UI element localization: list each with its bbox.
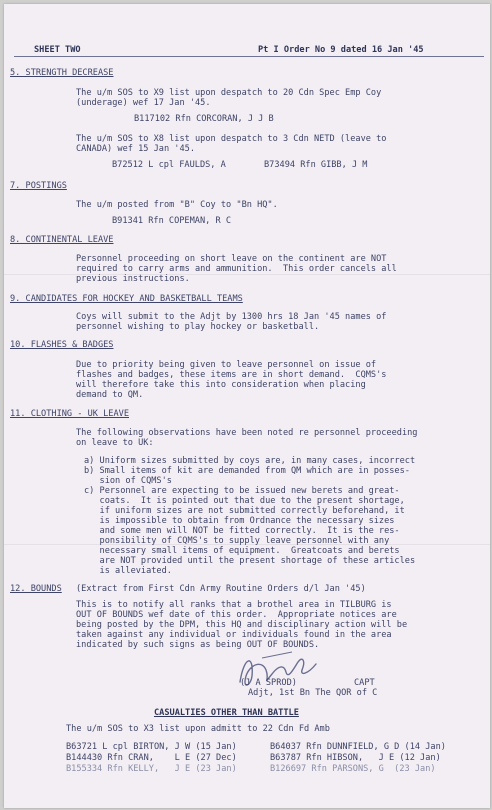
text-line: CANADA) wef 15 Jan '45. xyxy=(76,144,195,154)
list-item: necessary small items of equipment. Greatcoats and berets xyxy=(84,546,400,556)
text-line: The u/m SOS to X9 list upon despatch to 20 Cdn Spec Emp Coy xyxy=(76,88,382,98)
casualty-entry: B126697 Rfn PARSONS, G (23 Jan) xyxy=(270,764,436,774)
text-line: being posted by the DPM, this HQ and disciplinary action will be xyxy=(76,620,408,630)
sheet-label: SHEET TWO xyxy=(34,45,81,55)
text-line: will therefore take this into consideration when placing xyxy=(76,380,366,390)
list-item: ponsibility of CQMS's to supply leave personnel with any xyxy=(84,536,390,546)
casualty-entry: B63787 Rfn HIBSON, J E (12 Jan) xyxy=(270,753,441,763)
section-10-heading: 10. FLASHES & BADGES xyxy=(10,340,114,350)
text-line: indicated by such signs as being OUT OF BOUNDS. xyxy=(76,640,320,650)
text-line: The u/m SOS to X3 list upon admitt to 22 Cdn Fd Amb xyxy=(66,724,330,734)
order-sheet xyxy=(4,4,490,808)
order-reference: Pt I Order No 9 dated 16 Jan '45 xyxy=(258,45,424,55)
text-line: required to carry arms and ammunition. This order cancels all xyxy=(76,264,397,274)
signatory-name: (J A SPROD) xyxy=(240,678,297,688)
signatory-appointment: Adjt, 1st Bn The QOR of C xyxy=(248,688,378,698)
text-line: on leave to UK: xyxy=(76,438,154,448)
personnel-name: B72512 L cpl FAULDS, A xyxy=(112,160,226,170)
personnel-name: B91341 Rfn COPEMAN, R C xyxy=(112,216,231,226)
list-item: b) Small items of kit are demanded from QM which are in posses- xyxy=(84,466,410,476)
list-item: if uniform sizes are not submitted correctly beforehand, it xyxy=(84,506,405,516)
list-item: and some men will NOT be fitted correctly. It is the res- xyxy=(84,526,400,536)
signatory-rank: CAPT xyxy=(354,678,375,688)
list-item: a) Uniform sizes submitted by coys are, in many cases, incorrect xyxy=(84,456,416,466)
section-12-heading: 12. BOUNDS xyxy=(10,584,62,594)
casualty-entry: B64037 Rfn DUNNFIELD, G D (14 Jan) xyxy=(270,742,446,752)
casualties-heading: CASUALTIES OTHER THAN BATTLE xyxy=(154,708,299,718)
list-item: is alleviated. xyxy=(84,566,172,576)
section-9-heading: 9. CANDIDATES FOR HOCKEY AND BASKETBALL TEAMS xyxy=(10,294,243,304)
text-line: This is to notify all ranks that a brothel area in TILBURG is xyxy=(76,600,392,610)
extract-note: (Extract from First Cdn Army Routine Orders d/l Jan '45) xyxy=(76,584,366,594)
personnel-name: B117102 Rfn CORCORAN, J J B xyxy=(134,114,274,124)
list-item: is impossible to obtain from Ordnance the necessary sizes xyxy=(84,516,395,526)
section-11-heading: 11. CLOTHING - UK LEAVE xyxy=(10,409,129,419)
text-line: OUT OF BOUNDS wef date of this order. Appropriate notices are xyxy=(76,610,397,620)
casualty-entry: B144430 Rfn CRAN, L E (27 Dec) xyxy=(66,753,237,763)
section-7-heading: 7. POSTINGS xyxy=(10,181,67,191)
casualty-entry: B63721 L cpl BIRTON, J W (15 Jan) xyxy=(66,742,237,752)
section-8-heading: 8. CONTINENTAL LEAVE xyxy=(10,235,114,245)
text-line: The u/m posted from "B" Coy to "Bn HQ". xyxy=(76,200,278,210)
text-line: (underage) wef 17 Jan '45. xyxy=(76,98,211,108)
text-line: demand to QM. xyxy=(76,390,144,400)
casualty-entry: B155334 Rfn KELLY, J E (23 Jan) xyxy=(66,764,237,774)
text-line: taken against any individual or individuals found in the area xyxy=(76,630,392,640)
list-item: are NOT provided until the present shortage of these articles xyxy=(84,556,416,566)
text-line: The u/m SOS to X8 list upon despatch to 3 Cdn NETD (leave to xyxy=(76,134,387,144)
list-item: c) Personnel are expecting to be issued new berets and great- xyxy=(84,486,400,496)
text-line: previous instructions. xyxy=(76,274,190,284)
text-line: Coys will submit to the Adjt by 1300 hrs 18 Jan '45 names of xyxy=(76,312,387,322)
text-line: Due to priority being given to leave personnel on issue of xyxy=(76,360,377,370)
text-line: The following observations have been noted re personnel proceeding xyxy=(76,428,418,438)
text-line: Personnel proceeding on short leave on the continent are NOT xyxy=(76,254,387,264)
section-5-heading: 5. STRENGTH DECREASE xyxy=(10,68,114,78)
text-line: flashes and badges, these items are in short demand. CQMS's xyxy=(76,370,387,380)
text-line: personnel wishing to play hockey or basketball. xyxy=(76,322,320,332)
personnel-name: B73494 Rfn GIBB, J M xyxy=(264,160,368,170)
header-rule xyxy=(14,56,484,57)
list-item: sion of CQMS's xyxy=(84,476,172,486)
list-item: coats. It is pointed out that due to the present shortage, xyxy=(84,496,405,506)
